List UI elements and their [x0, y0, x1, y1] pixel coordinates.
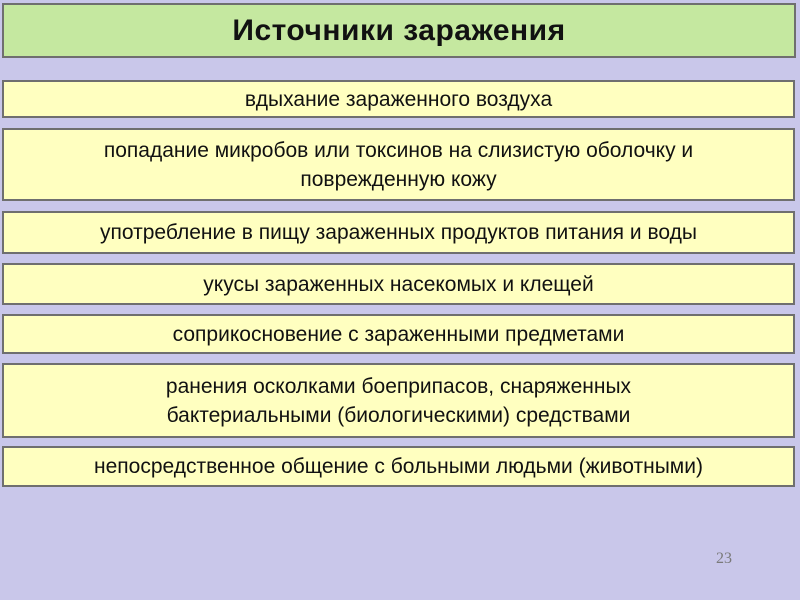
- source-item-text: попадание микробов или токсинов на слизистую оболочку и поврежденную кожу: [103, 138, 694, 191]
- title-box: [2, 3, 796, 58]
- source-item-4: [2, 263, 795, 305]
- source-item-2: [2, 128, 795, 201]
- source-item-text: ранения осколками боеприпасов, снаряженных бактериальными (биологическими) средствами: [165, 374, 632, 427]
- source-item-text: вдыхание зараженного воздуха: [244, 87, 553, 111]
- source-item-text: соприкосновение с зараженными предметами: [172, 322, 625, 346]
- source-item-7: [2, 446, 795, 487]
- source-item-text: укусы зараженных насекомых и клещей: [203, 272, 594, 296]
- source-item-text: употребление в пищу зараженных продуктов питания и воды: [100, 221, 697, 244]
- source-item-6: [2, 363, 795, 438]
- source-item-5: [2, 314, 795, 354]
- source-item-1: [2, 80, 795, 118]
- source-item-text: непосредственное общение с больными людьми (животными): [94, 455, 703, 478]
- source-item-3: [2, 211, 795, 254]
- slide-title: Источники заражения: [232, 13, 566, 47]
- page-number: 23: [716, 550, 732, 567]
